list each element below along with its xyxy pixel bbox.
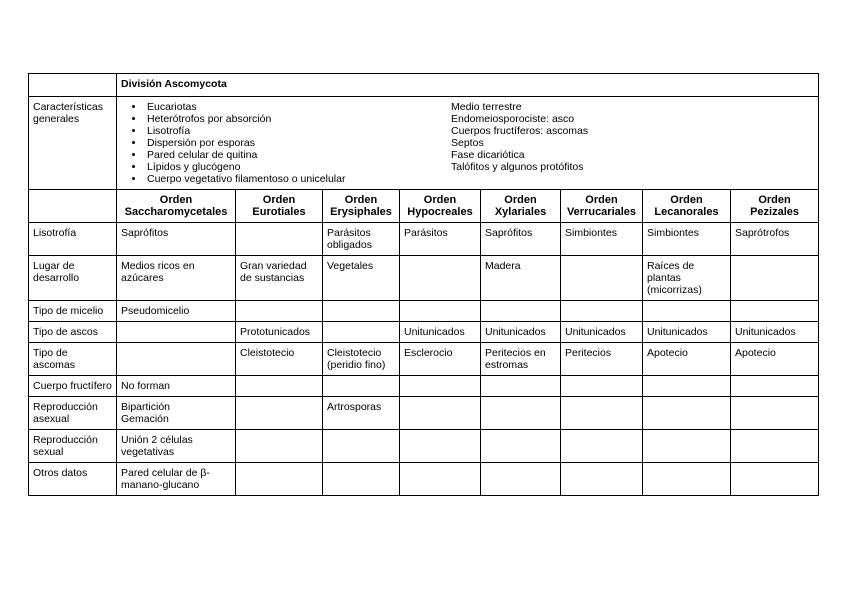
- table-cell: [561, 301, 643, 322]
- table-row: [29, 397, 819, 430]
- table-cell: Medios ricos en azúcares: [117, 256, 236, 301]
- table-cell: [481, 301, 561, 322]
- characteristic-extra: Talófitos y algunos protófitos: [451, 161, 584, 173]
- table-cell: [481, 430, 561, 463]
- characteristics-row: [29, 97, 819, 190]
- table-cell: [236, 301, 323, 322]
- order-header: [236, 190, 323, 223]
- table-cell: [236, 463, 323, 496]
- table-cell: [400, 397, 481, 430]
- characteristic-extra: Septos: [451, 137, 484, 149]
- orders-corner-cell: [29, 190, 117, 223]
- table-cell: [481, 463, 561, 496]
- table-cell: [400, 301, 481, 322]
- order-prefix: Orden: [670, 194, 703, 206]
- characteristic-extra: Endomeiosporociste: asco: [451, 113, 575, 125]
- table-cell: [236, 376, 323, 397]
- division-title: División Ascomycota: [117, 74, 819, 97]
- table-cell: [400, 430, 481, 463]
- table-cell: Saprófitos: [481, 223, 561, 256]
- order-header: [117, 190, 236, 223]
- table-row: [29, 343, 819, 376]
- orders-header-row: [29, 190, 819, 223]
- table-row: [29, 376, 819, 397]
- order-name: Hypocreales: [407, 206, 473, 218]
- row-label: Tipo de ascomas: [29, 343, 117, 376]
- table-cell: [643, 430, 731, 463]
- order-name: Erysiphales: [330, 206, 392, 218]
- order-name: Verrucariales: [566, 206, 637, 218]
- table-cell: [731, 256, 819, 301]
- characteristic-extra: Medio terrestre: [451, 101, 522, 113]
- order-name: Xylariales: [494, 206, 547, 218]
- table-cell: Simbiontes: [561, 223, 643, 256]
- table-cell: [400, 256, 481, 301]
- table-cell: Unitunicados: [643, 322, 731, 343]
- title-row: [29, 74, 819, 97]
- table-cell: [731, 430, 819, 463]
- characteristic-bullet: • Lípidos y glucógeno: [145, 161, 451, 173]
- order-prefix: Orden: [159, 194, 193, 206]
- table-cell: [561, 430, 643, 463]
- ascomycota-table: [28, 73, 819, 496]
- order-header: [643, 190, 731, 223]
- table-cell: [323, 430, 400, 463]
- table-row: [29, 256, 819, 301]
- table-cell: Simbiontes: [643, 223, 731, 256]
- table-cell: Cleistotecio (peridio fino): [323, 343, 400, 376]
- table-cell: [400, 463, 481, 496]
- table-cell: Peritecios: [561, 343, 643, 376]
- order-prefix: Orden: [585, 194, 618, 206]
- table-cell: Saprófitos: [117, 223, 236, 256]
- table-cell: [236, 430, 323, 463]
- table-cell: [561, 256, 643, 301]
- order-header: [561, 190, 643, 223]
- table-cell: Prototunicados: [236, 322, 323, 343]
- table-cell: [323, 322, 400, 343]
- table-cell: Unitunicados: [731, 322, 819, 343]
- corner-cell: [29, 74, 117, 97]
- characteristic-bullet: • Dispersión por esporas: [145, 137, 451, 149]
- order-name: Pezizales: [750, 206, 799, 218]
- characteristic-bullet: • Lisotrofía: [145, 125, 451, 137]
- table-cell: [400, 376, 481, 397]
- table-cell: [731, 463, 819, 496]
- characteristic-bullet: • Heterótrofos por absorción: [145, 113, 451, 125]
- table-cell: [643, 463, 731, 496]
- table-cell: Gran variedad de sustancias: [236, 256, 323, 301]
- order-name: Lecanorales: [654, 206, 719, 218]
- table-cell: Parásitos obligados: [323, 223, 400, 256]
- characteristic-bullet: • Pared celular de quitina: [145, 149, 451, 161]
- characteristics-cell: [117, 97, 819, 190]
- row-label: Lugar de desarrollo: [29, 256, 117, 301]
- table-cell: Unión 2 células vegetativas: [117, 430, 236, 463]
- table-cell: Bipartición Gemación: [117, 397, 236, 430]
- table-cell: [731, 301, 819, 322]
- row-label: Reproducción sexual: [29, 430, 117, 463]
- row-label: Reproducción asexual: [29, 397, 117, 430]
- row-label: Tipo de micelio: [29, 301, 117, 322]
- table-cell: Unitunicados: [481, 322, 561, 343]
- order-prefix: Orden: [262, 194, 296, 206]
- table-cell: [643, 397, 731, 430]
- characteristics-extras: [451, 101, 588, 185]
- table-cell: Pseudomicelio: [117, 301, 236, 322]
- table-cell: [117, 322, 236, 343]
- order-header: [323, 190, 400, 223]
- row-label: Cuerpo fructífero: [29, 376, 117, 397]
- table-cell: Saprótrofos: [731, 223, 819, 256]
- table-row: [29, 430, 819, 463]
- table-cell: [236, 397, 323, 430]
- table-cell: [731, 376, 819, 397]
- table-cell: Cleistotecio: [236, 343, 323, 376]
- order-prefix: Orden: [344, 194, 378, 206]
- table-cell: Vegetales: [323, 256, 400, 301]
- table-cell: [323, 376, 400, 397]
- characteristics-bullets: [121, 101, 451, 185]
- table-cell: [236, 223, 323, 256]
- table-cell: [561, 376, 643, 397]
- table-cell: Madera: [481, 256, 561, 301]
- table-row: [29, 301, 819, 322]
- table-cell: [643, 301, 731, 322]
- order-header: [400, 190, 481, 223]
- characteristic-bullet: • Eucariotas: [145, 101, 451, 113]
- table-row: [29, 463, 819, 496]
- table-cell: Raíces de plantas (micorrizas): [643, 256, 731, 301]
- table-cell: [481, 397, 561, 430]
- table-cell: Pared celular de β-manano-glucano: [117, 463, 236, 496]
- table-cell: Apotecio: [643, 343, 731, 376]
- table-cell: [561, 397, 643, 430]
- order-prefix: Orden: [758, 194, 791, 206]
- table-cell: [323, 463, 400, 496]
- order-header: [731, 190, 819, 223]
- order-prefix: Orden: [423, 194, 457, 206]
- characteristic-bullet: • Cuerpo vegetativo filamentoso o unicelular: [145, 173, 451, 185]
- table-cell: [323, 301, 400, 322]
- table-cell: [561, 463, 643, 496]
- table-cell: [481, 376, 561, 397]
- characteristic-extra: Fase dicariótica: [451, 149, 525, 161]
- order-name: Eurotiales: [252, 206, 306, 218]
- order-name: Saccharomycetales: [124, 206, 228, 218]
- table-cell: Apotecio: [731, 343, 819, 376]
- order-header: [481, 190, 561, 223]
- table-cell: Unitunicados: [561, 322, 643, 343]
- table-cell: [643, 376, 731, 397]
- table-cell: Peritecios en estromas: [481, 343, 561, 376]
- table-cell: Artrosporas: [323, 397, 400, 430]
- order-prefix: Orden: [504, 194, 537, 206]
- characteristic-extra: Cuerpos fructíferos: ascomas: [451, 125, 589, 137]
- table-cell: [117, 343, 236, 376]
- table-cell: Unitunicados: [400, 322, 481, 343]
- table-row: [29, 322, 819, 343]
- row-label: Otros datos: [29, 463, 117, 496]
- table-cell: [731, 397, 819, 430]
- table-cell: No forman: [117, 376, 236, 397]
- table-cell: Parásitos: [400, 223, 481, 256]
- characteristics-label: Características generales: [29, 97, 117, 190]
- row-label: Lisotrofía: [29, 223, 117, 256]
- table-row: [29, 223, 819, 256]
- row-label: Tipo de ascos: [29, 322, 117, 343]
- table-cell: Esclerocio: [400, 343, 481, 376]
